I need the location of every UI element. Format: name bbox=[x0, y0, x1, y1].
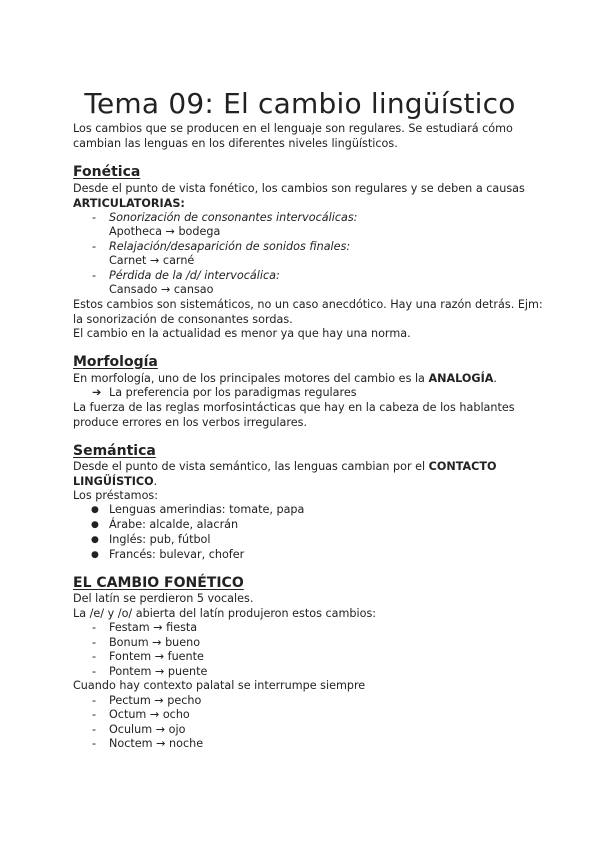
heading-fonetica: Fonética bbox=[73, 164, 141, 180]
semantica-bullet: Lenguas amerindias: tomate, papa bbox=[109, 503, 305, 516]
semantica-lead bbox=[73, 460, 513, 489]
arrow-marker: ➔ bbox=[92, 386, 102, 399]
fonetica-item-label: Pérdida de la /d/ intervocálica: bbox=[109, 269, 280, 282]
dash-marker: - bbox=[92, 650, 97, 663]
heading-morfologia: Morfología bbox=[73, 354, 158, 370]
semantica-bullet: Árabe: alcalde, alacrán bbox=[109, 518, 239, 531]
bullet-marker: ● bbox=[91, 520, 99, 530]
heading-cambio-fonetico: EL CAMBIO FONÉTICO bbox=[73, 575, 244, 591]
fonetica-item-label: Sonorización de consonantes intervocálicas: bbox=[109, 211, 358, 224]
cambio-line: Cuando hay contexto palatal se interrumpe siempre bbox=[73, 679, 366, 692]
dash-marker: - bbox=[92, 636, 97, 649]
semantica-bullet: Inglés: pub, fútbol bbox=[109, 533, 211, 546]
semantica-lead-bold: CONTACTO LINGÜÍSTICO bbox=[73, 460, 497, 488]
fonetica-lead bbox=[73, 182, 543, 211]
morfologia-lead bbox=[73, 372, 543, 387]
cambio-list-item: Noctem → noche bbox=[109, 737, 204, 750]
morfologia-lead-end: . bbox=[493, 372, 497, 385]
bullet-marker: ● bbox=[91, 550, 99, 560]
fonetica-lead-bold: ARTICULATORIAS: bbox=[73, 196, 185, 210]
heading-semantica: Semántica bbox=[73, 443, 156, 459]
bullet-marker: ● bbox=[91, 535, 99, 545]
dash-marker: - bbox=[92, 694, 97, 707]
dash-marker: - bbox=[92, 621, 97, 634]
fonetica-item-example: Carnet → carné bbox=[109, 254, 195, 267]
dash-marker: - bbox=[92, 269, 97, 282]
cambio-list-item: Pectum → pecho bbox=[109, 694, 202, 707]
dash-marker: - bbox=[92, 723, 97, 736]
morfologia-arrow-item: La preferencia por los paradigmas regulares bbox=[109, 386, 357, 399]
fonetica-note: Estos cambios son sistemáticos, no un caso anecdótico. Hay una razón detrás. Ejm: la sonorización de consonantes sordas. bbox=[73, 298, 543, 326]
morfologia-lead-text: En morfología, uno de los principales motores del cambio es la bbox=[73, 372, 429, 385]
semantica-lead-text: Desde el punto de vista semántico, las lenguas cambian por el bbox=[73, 460, 429, 473]
dash-marker: - bbox=[92, 708, 97, 721]
morfologia-lead-bold: ANALOGÍA bbox=[428, 372, 494, 385]
dash-marker: - bbox=[92, 240, 97, 253]
dash-marker: - bbox=[92, 211, 97, 224]
cambio-list-item: Octum → ocho bbox=[109, 708, 190, 721]
bullet-marker: ● bbox=[91, 505, 99, 515]
fonetica-lead-text: Desde el punto de vista fonético, los cambios son regulares y se deben a causas bbox=[73, 182, 525, 195]
semantica-prestamos: Los préstamos: bbox=[73, 489, 159, 502]
semantica-lead-end: . bbox=[153, 474, 158, 488]
cambio-list-item: Oculum → ojo bbox=[109, 723, 186, 736]
fonetica-item-label: Relajación/desaparición de sonidos finales: bbox=[109, 240, 351, 253]
fonetica-item-example: Cansado → cansao bbox=[109, 283, 214, 296]
cambio-list-item: Bonum → bueno bbox=[109, 636, 201, 649]
fonetica-item-example: Apotheca → bodega bbox=[109, 225, 221, 238]
morfologia-note: La fuerza de las reglas morfosintácticas que hay en la cabeza de los hablantes produce errores en los verbos irregulares. bbox=[73, 401, 515, 429]
dash-marker: - bbox=[92, 665, 97, 678]
cambio-line: Del latín se perdieron 5 vocales. bbox=[73, 592, 254, 605]
cambio-line: La /e/ y /o/ abierta del latín produjeron estos cambios: bbox=[73, 607, 377, 620]
cambio-list-item: Fontem → fuente bbox=[109, 650, 204, 663]
cambio-list-item: Pontem → puente bbox=[109, 665, 208, 678]
intro-paragraph: Los cambios que se producen en el lenguaje son regulares. Se estudiará cómo cambian las lenguas en los diferentes niveles lingüísticos. bbox=[73, 122, 513, 150]
fonetica-note: El cambio en la actualidad es menor ya que hay una norma. bbox=[73, 327, 411, 340]
semantica-bullet: Francés: bulevar, chofer bbox=[109, 548, 245, 561]
page-title: Tema 09: El cambio lingüístico bbox=[84, 86, 516, 120]
dash-marker: - bbox=[92, 737, 97, 750]
cambio-list-item: Festam → fiesta bbox=[109, 621, 198, 634]
